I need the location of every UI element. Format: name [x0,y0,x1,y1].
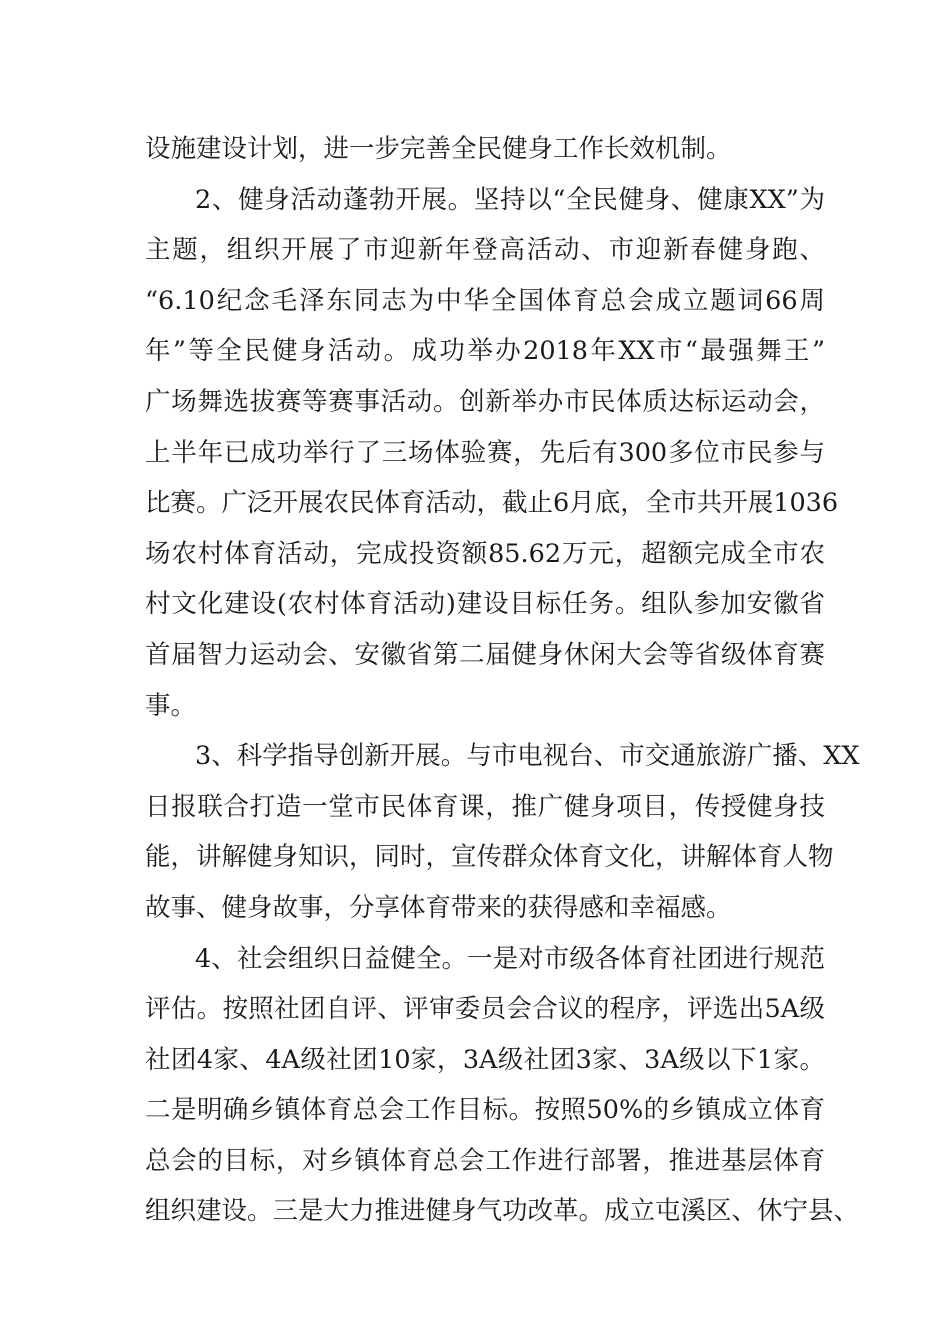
text-line: 事。 [145,690,197,721]
text-line: 场农村体育活动，完成投资额85.62万元，超额完成全市农 [145,538,825,569]
text-line: 设施建设计划，进一步完善全民健身工作长效机制。 [145,134,732,164]
text-line: 年”等全民健身活动。成功举办2018年XX市“最强舞王” [145,336,825,367]
text-line: “6.10纪念毛泽东同志为中华全国体育总会成立题词66周 [145,285,825,316]
text-line: 组织建设。三是大力推进健身气功改革。成立屯溪区、休宁县、 [145,1196,860,1227]
text-line: 总会的目标，对乡镇体育总会工作进行部署，推进基层体育 [145,1145,825,1176]
text-line: 主题，组织开展了市迎新年登高活动、市迎新春健身跑、 [145,235,825,266]
text-line: 上半年已成功举行了三场体验赛，先后有300多位市民参与 [145,437,825,468]
text-line: 评估。按照社团自评、评审委员会合议的程序，评选出5A级 [145,994,825,1025]
text-line: 首届智力运动会、安徽省第二届健身休闲大会等省级体育赛 [145,639,825,670]
text-line: 社团4家、4A级社团10家，3A级社团3家、3A级以下1家。 [145,1044,825,1075]
text-line: 故事、健身故事，分享体育带来的获得感和幸福感。 [145,892,732,923]
text-line: 村文化建设(农村体育活动)建设目标任务。组队参加安徽省 [145,589,825,620]
paragraph-2-line: 2、健身活动蓬勃开展。坚持以“全民健身、健康XX”为 [195,184,825,215]
text-line: 能，讲解健身知识，同时，宣传群众体育文化，讲解体育人物 [145,842,834,873]
text-line: 二是明确乡镇体育总会工作目标。按照50%的乡镇成立体育 [145,1095,825,1126]
text-line: 比赛。广泛开展农民体育活动，截止6月底，全市共开展1036 [145,488,839,519]
paragraph-4-line: 4、社会组织日益健全。一是对市级各体育社团进行规范 [195,943,825,974]
text-line: 广场舞选拔赛等赛事活动。创新举办市民体质达标运动会， [145,386,825,417]
paragraph-3-line: 3、科学指导创新开展。与市电视台、市交通旅游广播、XX [195,741,860,772]
text-line: 日报联合打造一堂市民体育课，推广健身项目，传授健身技 [145,791,825,822]
document-body [145,124,860,1237]
